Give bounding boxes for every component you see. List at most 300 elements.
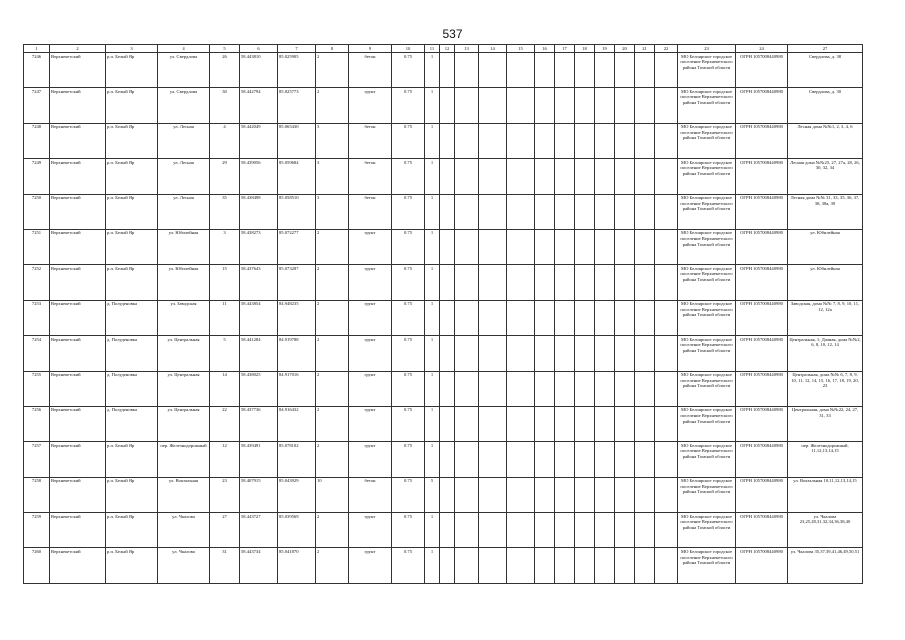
street-cell: ул. Вокзальная [158,477,210,512]
settlement-cell: р.п. Белый Яр [106,194,158,229]
empty-cell [535,548,555,583]
settlement-cell: д. Полуденовка [106,406,158,441]
empty-cell [615,442,635,477]
served-addresses-cell: Центральная, 1; Дачная, дома №№2, 6, 8, 10, 12, 14 [788,336,863,371]
empty-cell [595,159,615,194]
column-header: 21 [635,45,655,53]
containers-cell: 5 [425,477,440,512]
row-id: 7250 [24,194,50,229]
empty-cell [535,442,555,477]
empty-cell [507,477,535,512]
surface-cell: грунт [349,442,392,477]
empty-cell [655,300,678,335]
volume-cell: 0.75 [392,300,425,335]
latitude-cell: 58.407915 [240,477,278,512]
surface-cell: грунт [349,406,392,441]
empty-cell [455,88,479,123]
empty-cell [615,548,635,583]
settlement-cell: д. Полуденовка [106,371,158,406]
column-header: 19 [595,45,615,53]
volume-cell: 0.75 [392,336,425,371]
empty-cell [575,406,595,441]
empty-cell [440,548,455,583]
count-cell: 2 [316,300,349,335]
count-cell: 3 [316,194,349,229]
empty-cell [535,265,555,300]
containers-cell: 1 [425,229,440,264]
row-id: 7256 [24,406,50,441]
district-cell: Верхнекетский [50,300,106,335]
row-id: 7253 [24,300,50,335]
settlement-cell: д. Полуденовка [106,336,158,371]
empty-cell [440,371,455,406]
district-cell: Верхнекетский [50,477,106,512]
column-header: 9 [349,45,392,53]
latitude-cell: 58.442049 [240,123,278,158]
empty-cell [555,406,575,441]
volume-cell: 0.75 [392,442,425,477]
empty-cell [615,194,635,229]
settlement-cell: р.п. Белый Яр [106,548,158,583]
ogrn-cell: ОГРН 1057008440980 [736,548,788,583]
empty-cell [479,477,507,512]
column-header: 13 [455,45,479,53]
empty-cell [479,53,507,88]
empty-cell [535,477,555,512]
table-row [24,300,863,335]
empty-cell [535,300,555,335]
ogrn-cell: ОГРН 1057008440980 [736,159,788,194]
surface-cell: грунт [349,548,392,583]
column-header: 10 [392,45,425,53]
street-cell: ул. Чкалова [158,548,210,583]
house-cell: 4 [210,123,240,158]
empty-cell [455,336,479,371]
empty-cell [595,406,615,441]
empty-cell [575,442,595,477]
count-cell: 3 [316,159,349,194]
empty-cell [615,229,635,264]
ogrn-cell: ОГРН 1057008440980 [736,371,788,406]
count-cell: 2 [316,336,349,371]
row-id: 7251 [24,229,50,264]
empty-cell [575,229,595,264]
settlement-cell: д. Полуденовка [106,300,158,335]
empty-cell [655,513,678,548]
owner-cell: МО Белоярское городское поселение Верхнекетского района Томской области [678,548,736,583]
empty-cell [535,159,555,194]
column-header: 15 [507,45,535,53]
empty-cell [440,159,455,194]
empty-cell [455,194,479,229]
latitude-cell: 58.443810 [240,53,278,88]
empty-cell [535,406,555,441]
latitude-cell: 58.443854 [240,300,278,335]
longitude-cell: 85.043929 [278,477,316,512]
settlement-cell: р.п. Белый Яр [106,88,158,123]
empty-cell [440,477,455,512]
volume-cell: 0.75 [392,477,425,512]
column-header: 1 [24,45,50,53]
volume-cell: 0.75 [392,548,425,583]
street-cell: ул. Свердлова [158,53,210,88]
empty-cell [507,194,535,229]
column-header: 3 [106,45,158,53]
surface-cell: грунт [349,336,392,371]
empty-cell [440,265,455,300]
served-addresses-cell: пер. Железнодорожный, 11,12,13,14,15 [788,442,863,477]
column-header: 14 [479,45,507,53]
latitude-cell: 58.437736 [240,406,278,441]
row-id: 7249 [24,159,50,194]
empty-cell [479,371,507,406]
empty-cell [440,406,455,441]
house-cell: 29 [210,159,240,194]
volume-cell: 0.75 [392,371,425,406]
empty-cell [655,53,678,88]
empty-cell [635,336,655,371]
settlement-cell: р.п. Белый Яр [106,123,158,158]
empty-cell [555,300,575,335]
owner-cell: МО Белоярское городское поселение Верхнекетского района Томской области [678,123,736,158]
surface-cell: грунт [349,265,392,300]
containers-cell: 1 [425,194,440,229]
empty-cell [655,406,678,441]
street-cell: ул. Свердлова [158,88,210,123]
empty-cell [635,548,655,583]
empty-cell [507,159,535,194]
row-id: 7246 [24,53,50,88]
volume-cell: 0.75 [392,194,425,229]
containers-cell: 1 [425,53,440,88]
empty-cell [655,477,678,512]
empty-cell [575,159,595,194]
street-cell: ул. Чкалова [158,513,210,548]
latitude-cell: 58.443734 [240,548,278,583]
empty-cell [615,88,635,123]
empty-cell [440,123,455,158]
empty-cell [555,159,575,194]
empty-cell [555,229,575,264]
empty-cell [655,123,678,158]
settlement-cell: р.п. Белый Яр [106,159,158,194]
empty-cell [507,371,535,406]
ogrn-cell: ОГРН 1057008440980 [736,53,788,88]
table-row [24,442,863,477]
containers-cell: 1 [425,265,440,300]
volume-cell: 0.75 [392,159,425,194]
row-id: 7260 [24,548,50,583]
page-number: 537 [442,27,463,41]
empty-cell [535,229,555,264]
empty-cell [635,53,655,88]
row-id: 7255 [24,371,50,406]
empty-cell [595,123,615,158]
district-cell: Верхнекетский [50,88,106,123]
row-id: 7247 [24,88,50,123]
count-cell: 10 [316,477,349,512]
latitude-cell: 58.442794 [240,88,278,123]
house-cell: 35 [210,194,240,229]
district-cell: Верхнекетский [50,265,106,300]
empty-cell [479,229,507,264]
empty-cell [479,159,507,194]
owner-cell: МО Белоярское городское поселение Верхнекетского района Томской области [678,371,736,406]
street-cell: ул. Юбилейная [158,229,210,264]
empty-cell [635,406,655,441]
owner-cell: МО Белоярское городское поселение Верхнекетского района Томской области [678,442,736,477]
column-header: 11 [425,45,440,53]
empty-cell [455,548,479,583]
column-header: 27 [788,45,863,53]
district-cell: Верхнекетский [50,442,106,477]
served-addresses-cell: ул. Вокзальная 10,11,12,13,14,15 [788,477,863,512]
empty-cell [575,336,595,371]
house-cell: 12 [210,442,240,477]
empty-cell [440,194,455,229]
ogrn-cell: ОГРН 1057008440980 [736,513,788,548]
empty-cell [455,406,479,441]
longitude-cell: 84.917016 [278,371,316,406]
longitude-cell: 85.039569 [278,513,316,548]
empty-cell [479,88,507,123]
served-addresses-cell: Заводская, дома №№ 7, 8, 9, 10, 11, 12, 12а [788,300,863,335]
served-addresses-cell: Лесная дома №№1, 2, 3, 4, 6 [788,123,863,158]
containers-cell: 1 [425,300,440,335]
empty-cell [595,265,615,300]
count-cell: 2 [316,229,349,264]
row-id: 7257 [24,442,50,477]
house-cell: 14 [210,371,240,406]
table-row [24,336,863,371]
empty-cell [595,442,615,477]
empty-cell [555,88,575,123]
empty-cell [615,371,635,406]
surface-cell: бетон [349,123,392,158]
empty-cell [479,300,507,335]
empty-cell [440,442,455,477]
street-cell: ул. Центральная [158,336,210,371]
table-row [24,194,863,229]
settlement-cell: р.п. Белый Яр [106,53,158,88]
served-addresses-cell: Свердлова, д. 38 [788,53,863,88]
latitude-cell: 58.439491 [240,442,278,477]
column-header: 4 [158,45,210,53]
settlement-cell: р.п. Белый Яр [106,442,158,477]
empty-cell [575,194,595,229]
house-cell: 15 [210,265,240,300]
empty-cell [440,229,455,264]
empty-cell [507,229,535,264]
latitude-cell: 58.438025 [240,371,278,406]
empty-cell [507,265,535,300]
empty-cell [635,88,655,123]
empty-cell [595,194,615,229]
empty-cell [535,513,555,548]
house-cell: 26 [210,53,240,88]
table-row [24,123,863,158]
house-cell: 23 [210,477,240,512]
ogrn-cell: ОГРН 1057008440980 [736,336,788,371]
table-row [24,265,863,300]
empty-cell [535,123,555,158]
empty-cell [615,123,635,158]
empty-cell [615,265,635,300]
table-row [24,548,863,583]
containers-cell: 1 [425,336,440,371]
longitude-cell: 85.059684 [278,159,316,194]
empty-cell [635,265,655,300]
empty-cell [635,513,655,548]
empty-cell [507,442,535,477]
column-header: 5 [210,45,240,53]
empty-cell [615,159,635,194]
street-cell: ул. Лесная [158,159,210,194]
empty-cell [479,442,507,477]
latitude-cell: 58.443727 [240,513,278,548]
containers-cell: 1 [425,442,440,477]
district-cell: Верхнекетский [50,406,106,441]
empty-cell [555,513,575,548]
waste-sites-registry-table [23,44,863,584]
surface-cell: бетон [349,477,392,512]
row-id: 7252 [24,265,50,300]
column-header: 8 [316,45,349,53]
house-cell: 27 [210,513,240,548]
street-cell: ул. Заводская [158,300,210,335]
empty-cell [595,229,615,264]
count-cell: 2 [316,442,349,477]
empty-cell [635,442,655,477]
settlement-cell: р.п. Белый Яр [106,229,158,264]
empty-cell [440,53,455,88]
table-row [24,477,863,512]
empty-cell [635,229,655,264]
empty-cell [440,513,455,548]
empty-cell [455,300,479,335]
district-cell: Верхнекетский [50,513,106,548]
volume-cell: 0.75 [392,513,425,548]
empty-cell [555,442,575,477]
empty-cell [455,513,479,548]
volume-cell: 0.75 [392,123,425,158]
empty-cell [507,406,535,441]
empty-cell [455,477,479,512]
surface-cell: бетон [349,159,392,194]
latitude-cell: 58.438273 [240,229,278,264]
empty-cell [440,300,455,335]
empty-cell [635,477,655,512]
longitude-cell: 85.058510 [278,194,316,229]
table-row [24,159,863,194]
empty-cell [595,513,615,548]
street-cell: ул. Лесная [158,123,210,158]
table-row [24,88,863,123]
district-cell: Верхнекетский [50,123,106,158]
empty-cell [535,194,555,229]
containers-cell: 1 [425,371,440,406]
empty-cell [507,123,535,158]
empty-cell [440,88,455,123]
owner-cell: МО Белоярское городское поселение Верхнекетского района Томской области [678,265,736,300]
empty-cell [535,88,555,123]
empty-cell [595,477,615,512]
served-addresses-cell: ул. Чкалова 35,37,39,41,46,49,50,51 [788,548,863,583]
empty-cell [455,123,479,158]
empty-cell [595,88,615,123]
ogrn-cell: ОГРН 1057008440980 [736,123,788,158]
longitude-cell: 85.025773 [278,88,316,123]
empty-cell [535,336,555,371]
ogrn-cell: ОГРН 1057008440980 [736,300,788,335]
empty-cell [535,53,555,88]
row-id: 7259 [24,513,50,548]
empty-cell [635,159,655,194]
column-header: 24 [736,45,788,53]
table-row [24,229,863,264]
ogrn-cell: ОГРН 1057008440980 [736,194,788,229]
street-cell: ул. Лесная [158,194,210,229]
empty-cell [575,548,595,583]
column-header: 18 [575,45,595,53]
longitude-cell: 84.916432 [278,406,316,441]
volume-cell: 0.75 [392,265,425,300]
empty-cell [507,548,535,583]
owner-cell: МО Белоярское городское поселение Верхнекетского района Томской области [678,159,736,194]
empty-cell [507,336,535,371]
count-cell: 2 [316,371,349,406]
column-header: 20 [615,45,635,53]
surface-cell: грунт [349,513,392,548]
surface-cell: грунт [349,300,392,335]
empty-cell [455,371,479,406]
longitude-cell: 85.078102 [278,442,316,477]
ogrn-cell: ОГРН 1057008440980 [736,406,788,441]
empty-cell [655,442,678,477]
longitude-cell: 84.919788 [278,336,316,371]
count-cell: 2 [316,265,349,300]
longitude-cell: 85.073287 [278,265,316,300]
house-cell: 30 [210,88,240,123]
empty-cell [635,194,655,229]
empty-cell [655,229,678,264]
empty-cell [455,229,479,264]
volume-cell: 0.75 [392,229,425,264]
row-id: 7258 [24,477,50,512]
column-header: 7 [278,45,316,53]
empty-cell [555,477,575,512]
empty-cell [507,513,535,548]
ogrn-cell: ОГРН 1057008440980 [736,88,788,123]
column-header: 17 [555,45,575,53]
empty-cell [575,265,595,300]
house-cell: 22 [210,406,240,441]
empty-cell [479,194,507,229]
empty-cell [635,123,655,158]
settlement-cell: р.п. Белый Яр [106,513,158,548]
street-cell: ул. Центральная [158,371,210,406]
ogrn-cell: ОГРН 1057008440980 [736,442,788,477]
settlement-cell: р.п. Белый Яр [106,477,158,512]
street-cell: пер. Железнодорожный [158,442,210,477]
column-header: 2 [50,45,106,53]
empty-cell [575,123,595,158]
containers-cell: 1 [425,406,440,441]
empty-cell [555,53,575,88]
owner-cell: МО Белоярское городское поселение Верхнекетского района Томской области [678,513,736,548]
empty-cell [655,548,678,583]
district-cell: Верхнекетский [50,336,106,371]
